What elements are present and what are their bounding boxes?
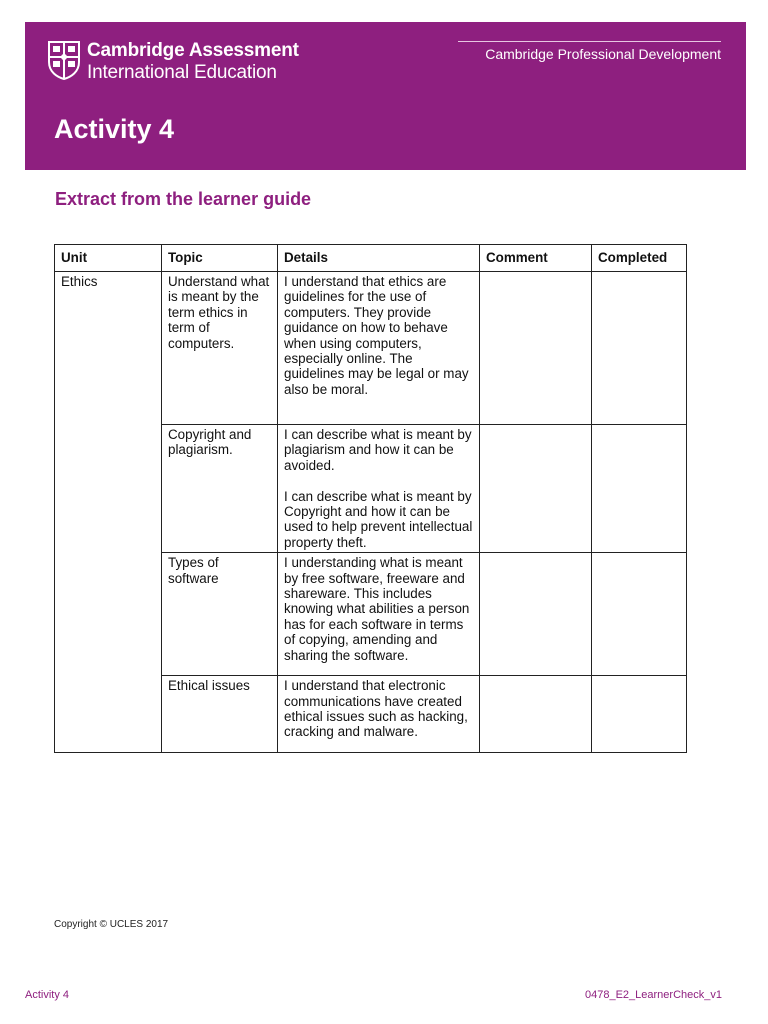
programme-name: Cambridge Professional Development xyxy=(485,46,721,62)
footer-document-code: 0478_E2_LearnerCheck_v1 xyxy=(585,989,722,1001)
topic-text: Ethical issues xyxy=(168,678,250,694)
details-text: I can describe what is meant by plagiarism and how it can be avoided. I can describe what is meant by Copyright and how it can be used to help prevent intellectual property theft. xyxy=(284,427,473,550)
details-text: I understanding what is meant by free software, freeware and shareware. This includes knowing what abilities a person has for each software in terms of copying, amending and sharing the software. xyxy=(284,555,470,663)
topic-cell xyxy=(162,676,278,753)
brand-line-2: International Education xyxy=(87,62,277,83)
details-cell xyxy=(278,272,480,425)
footer-activity-label: Activity 4 xyxy=(25,989,70,1001)
column-header-comment: Comment xyxy=(480,245,592,272)
brand-text xyxy=(87,40,299,84)
comment-cell[interactable] xyxy=(480,272,592,425)
cambridge-crest-icon xyxy=(47,40,81,80)
column-header-completed: Completed xyxy=(592,245,687,272)
details-cell xyxy=(278,676,480,753)
page-title: Activity 4 xyxy=(54,114,175,144)
topic-cell xyxy=(162,272,278,425)
details-text: I understand that ethics are guidelines for the use of computers. They provide guidance on how to behave when using computers, especially online. The guidelines may be legal or may also be moral. xyxy=(284,274,469,397)
comment-cell[interactable] xyxy=(480,425,592,553)
topic-text: Copyright and plagiarism. xyxy=(168,427,252,458)
topic-cell xyxy=(162,425,278,553)
section-heading: Extract from the learner guide xyxy=(55,189,312,209)
column-header-unit: Unit xyxy=(55,245,162,272)
comment-cell[interactable] xyxy=(480,553,592,676)
details-cell xyxy=(278,553,480,676)
table-row xyxy=(55,272,687,425)
programme-divider xyxy=(458,41,721,42)
topic-text: Understand what is meant by the term ethics in term of computers. xyxy=(168,274,270,351)
completed-cell[interactable] xyxy=(592,272,687,425)
unit-cell xyxy=(55,272,162,753)
cambridge-logo xyxy=(47,40,299,84)
details-cell xyxy=(278,425,480,553)
topic-text: Types of software xyxy=(168,555,219,586)
completed-cell[interactable] xyxy=(592,553,687,676)
learner-guide-table xyxy=(54,244,687,753)
unit-text: Ethics xyxy=(61,274,98,289)
column-header-details: Details xyxy=(278,245,480,272)
comment-cell[interactable] xyxy=(480,676,592,753)
header-banner xyxy=(25,22,746,170)
table-header-row xyxy=(55,245,687,272)
brand-line-1: Cambridge Assessment xyxy=(87,40,299,61)
completed-cell[interactable] xyxy=(592,676,687,753)
copyright-notice: Copyright © UCLES 2017 xyxy=(54,919,169,930)
topic-cell xyxy=(162,553,278,676)
details-text: I understand that electronic communications have created ethical issues such as hacking, cracking and malware. xyxy=(284,678,468,740)
completed-cell[interactable] xyxy=(592,425,687,553)
column-header-topic: Topic xyxy=(162,245,278,272)
